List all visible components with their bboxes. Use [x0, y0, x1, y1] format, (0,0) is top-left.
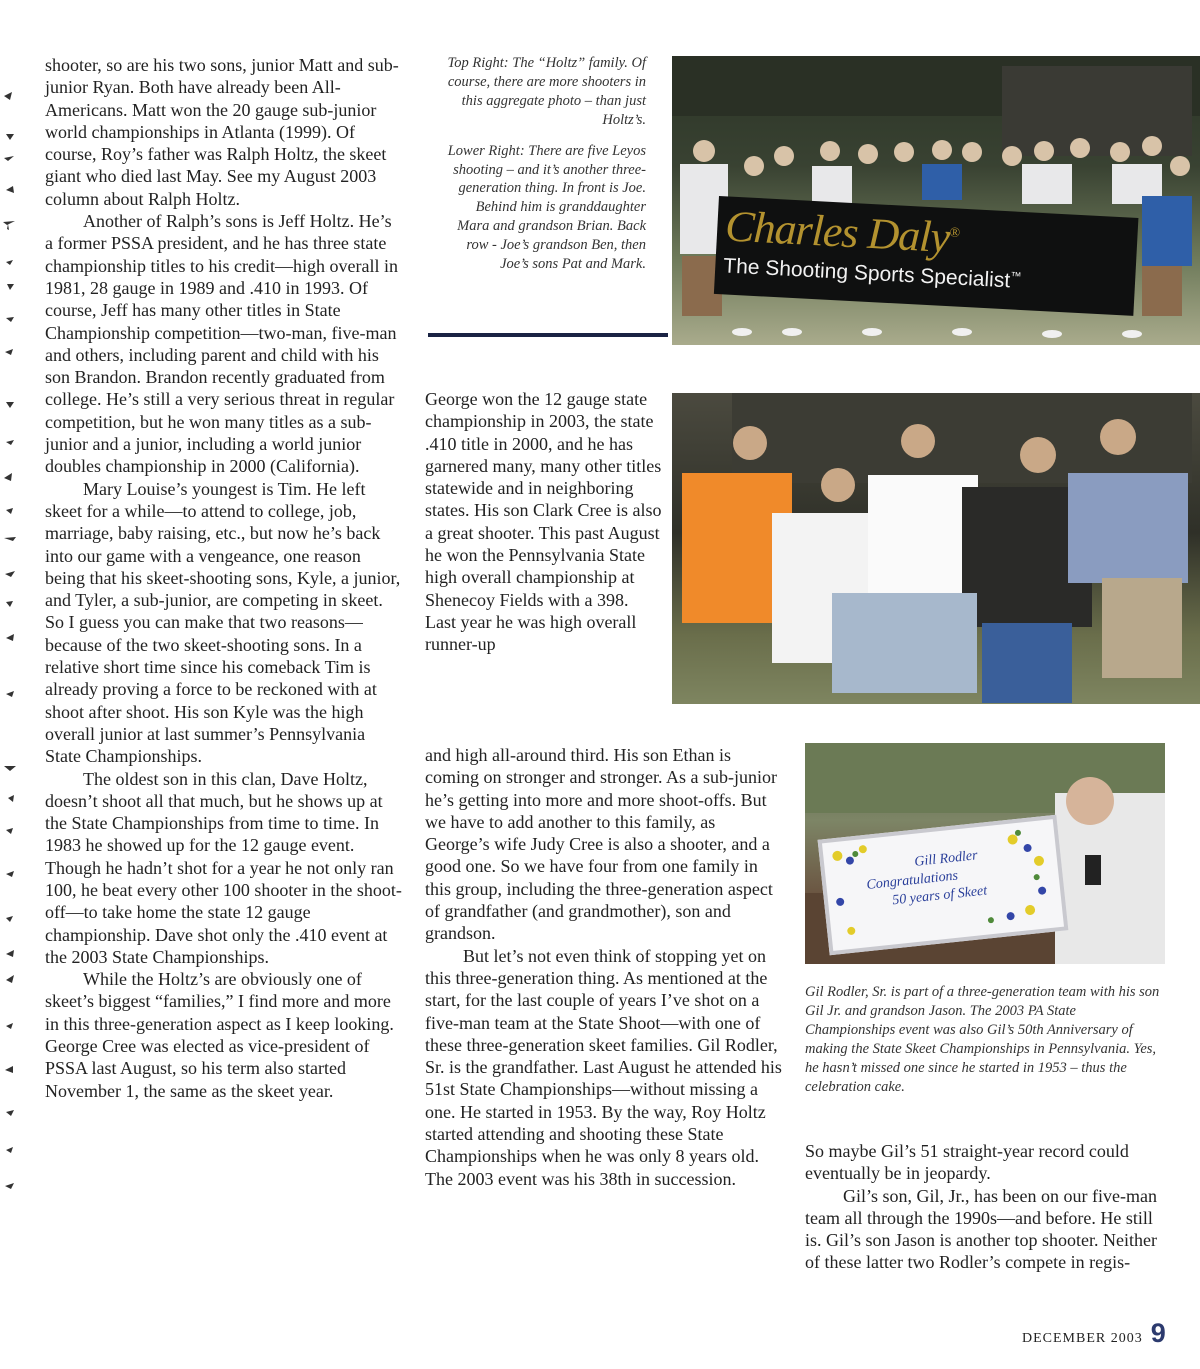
paragraph: Gil’s son, Gil, Jr., has been on our five-man team all through the 1990s—and before. He still is. Gil’s son Jason is another top shooter. Neither of these latter two Rodler’s compete in regis- — [805, 1185, 1157, 1273]
article-column-2-top — [425, 388, 663, 656]
article-column-1 — [45, 54, 403, 1102]
celebration-cake-photo — [805, 743, 1165, 964]
paragraph: shooter, so are his two sons, junior Matt and sub-junior Ryan. Both have already been All-Americans. Matt won the 20 gauge sub-junior world championships in Atlanta (1999). Of course, Roy’s father was Ralph Holtz, the skeet giant who died last May. See my August 2003 column about Ralph Holtz. — [45, 55, 399, 209]
paragraph: and high all-around third. His son Ethan is coming on stronger and stronger. As a sub-junior he’s getting into more and more shoot-offs. But we have to add another to this family, as George’s wife Judy Cree is also a shooter, and a good one. So we have four from one family in this group, including the three-generation aspect of grandfather (and grandmother), son and grandson. — [425, 745, 777, 944]
photo-caption-top — [440, 54, 646, 274]
margin-edge-marks — [0, 90, 22, 1200]
leyos-photo-figures — [672, 393, 1200, 704]
caption-rodler: Gil Rodler, Sr. is part of a three-generation team with his son Gil Jr. and grandson Jason. The 2003 PA State Championships event was also Gil’s 50th Anniversary of making the State Skeet Championships in Pennsylvania. Yes, he hasn’t missed one since he started in 1953 – thus the celebration cake. — [805, 984, 1160, 1095]
paragraph: The oldest son in this clan, Dave Holtz, doesn’t shoot all that much, but he shows up at the State Championships from time to time. In 1983 he showed up for the 12 gauge event. Though he hadn’t shot for a year he not only ran 100, he beat every other 100 shooter in the shoot-off—to take home the state 12 gauge championship. Dave shot only the .410 event at the 2003 State Championships. — [45, 768, 402, 967]
paragraph: Another of Ralph’s sons is Jeff Holtz. He’s a former PSSA president, and he has three state championship titles to his credit—high overall in 1981, 28 gauge in 1989 and .410 in 1993. Of course, Jeff has many other titles in State Championship competition—two-man, five-man and others, including parent and child with his son Brandon. Brandon recently graduated from college. He’s still a very serious threat in regular competition, but he won many titles as a sub-junior and a junior, including a world junior doubles championship in 2000 (California). — [45, 211, 398, 477]
cake-inscription: Gill Rodler Congratulations 50 years of Skeet — [865, 848, 988, 909]
page-footer — [1022, 1318, 1166, 1349]
issue-date: DECEMBER 2003 — [1022, 1331, 1143, 1346]
photo-caption-cake — [805, 983, 1167, 1096]
leyos-family-photo — [672, 393, 1200, 704]
paragraph: So maybe Gil’s 51 straight-year record could eventually be in jeopardy. — [805, 1141, 1129, 1184]
paragraph: Mary Louise’s youngest is Tim. He left skeet for a while—to attend to college, job, marriage, baby raising, etc., but now he’s back into our game with a vengeance, one reason being that his skeet-shooting sons, Kyle, a junior, and Tyler, a sub-junior, are competing in skeet. So I guess you can make that two reasons—because of the two skeet-shooting sons. In a relative short time since his comeback Tim is already proving a force to be reckoned with at shoot after shoot. His son Kyle was the high overall junior at last summer’s Pennsylvania State Championships. — [45, 478, 401, 767]
page-number: 9 — [1150, 1318, 1166, 1348]
caption-holtz-family: Top Right: The “Holtz” family. Of course, there are more shooters in this aggregate photo – than just Holtz’s. — [447, 55, 646, 128]
paragraph: While the Holtz’s are obviously one of skeet’s biggest “families,” I find more and more in this three-generation aspect as I keep looking. George Cree was elected as vice-president of PSSA last August, so his term also started November 1, the same as the skeet year. — [45, 969, 394, 1101]
banner-tagline: The Shooting Sports Specialist™ — [722, 254, 1022, 293]
paragraph: But let’s not even think of stopping yet on this three-generation thing. As mentioned at the start, for the last couple of years I’ve shot on a five-man team at the State Shoot—with one of these three-generation skeet families. Gil Rodler, Sr. is the grandfather. Last August he attended his 51st State Championships—without missing a one. He started in 1953. By the way, Roy Holtz started attending and shooting these State Championships when he was only 8 years old. The 2003 event was his 38th in succession. — [425, 945, 782, 1189]
caption-leyos-family: Lower Right: There are five Leyos shooting – and it’s another three-generation thing. In front is Joe. Behind him is granddaughter Mara and grandson Brian. Back row - Joe’s grandson Ben, then Joe’s sons Pat and Mark. — [447, 142, 646, 273]
caption-rule — [428, 333, 668, 337]
holtz-family-photo — [672, 56, 1200, 345]
banner-brand-text: Charles Daly® — [724, 201, 960, 263]
article-column-2-bottom — [425, 744, 783, 1190]
article-column-3 — [805, 1140, 1165, 1274]
paragraph: George won the 12 gauge state championship in 2003, the state .410 title in 2000, and he has garnered many, many other titles statewide and in neighboring states. His son Clark Cree is also a great shooter. This past August he won the Pennsylvania State high overall championship at Shenecoy Fields with a 398. Last year he was high overall runner-up — [425, 389, 662, 655]
